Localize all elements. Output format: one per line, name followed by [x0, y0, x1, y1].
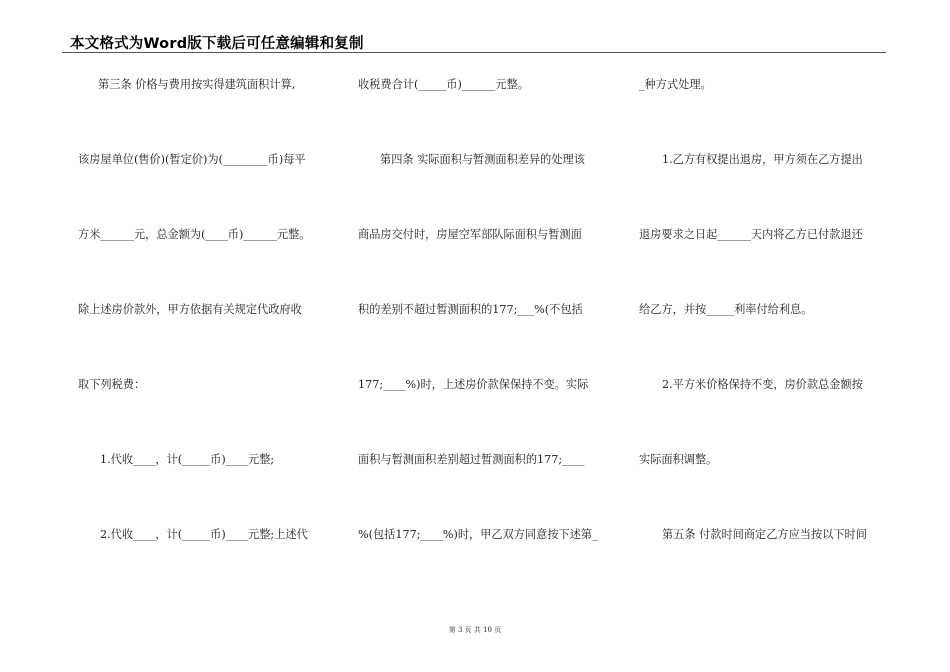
page-number: 第 3 页 共 10 页 — [448, 626, 502, 634]
text-line: 面积与暂测面积差别超过暂测面积的177;____ — [358, 453, 585, 466]
text-line: 第五条 付款时间商定乙方应当按以下时间 — [662, 528, 867, 541]
text-line: 商品房交付时，房屋空军部队际面积与暂测面 — [358, 228, 582, 241]
text-line: 该房屋单位(售价)(暂定价)为(________币)每平 — [78, 153, 306, 166]
document-header-title: 本文格式为Word版下载后可任意编辑和复制 — [70, 36, 364, 52]
text-line: 第三条 价格与费用按实得建筑面积计算, — [98, 78, 296, 91]
text-line: 1.代收____，计(_____币)____元整; — [100, 453, 275, 466]
header-divider — [62, 52, 886, 53]
text-line: 实际面积调整。 — [639, 453, 718, 466]
text-line: 积的差别不超过暂测面积的177;___%(不包括 — [358, 303, 583, 316]
text-line: 退房要求之日起______天内将乙方已付款退还 — [639, 228, 863, 241]
text-line: 方米______元，总金额为(____币)______元整。 — [78, 228, 311, 241]
text-line: 2.平方米价格保持不变，房价款总金额按 — [662, 378, 863, 391]
text-line: %(包括177;____%)时，甲乙双方同意按下述第_ — [358, 528, 598, 541]
text-line: 给乙方，并按_____利率付给利息。 — [639, 303, 813, 316]
text-line: 2.代收____，计(_____币)____元整;上述代 — [100, 528, 308, 541]
text-line: 除上述房价款外，甲方依据有关规定代政府收 — [78, 303, 302, 316]
text-line: 1.乙方有权提出退房，甲方须在乙方提出 — [662, 153, 863, 166]
text-line: 取下列税费： — [78, 378, 146, 391]
text-line: _种方式处理。 — [639, 78, 712, 91]
text-line: 第四条 实际面积与暂测面积差异的处理该 — [380, 153, 585, 166]
text-line: 收税费合计(_____币)______元整。 — [358, 78, 529, 91]
text-line: 177;____%)时，上述房价款保保持不变。实际 — [358, 378, 589, 391]
